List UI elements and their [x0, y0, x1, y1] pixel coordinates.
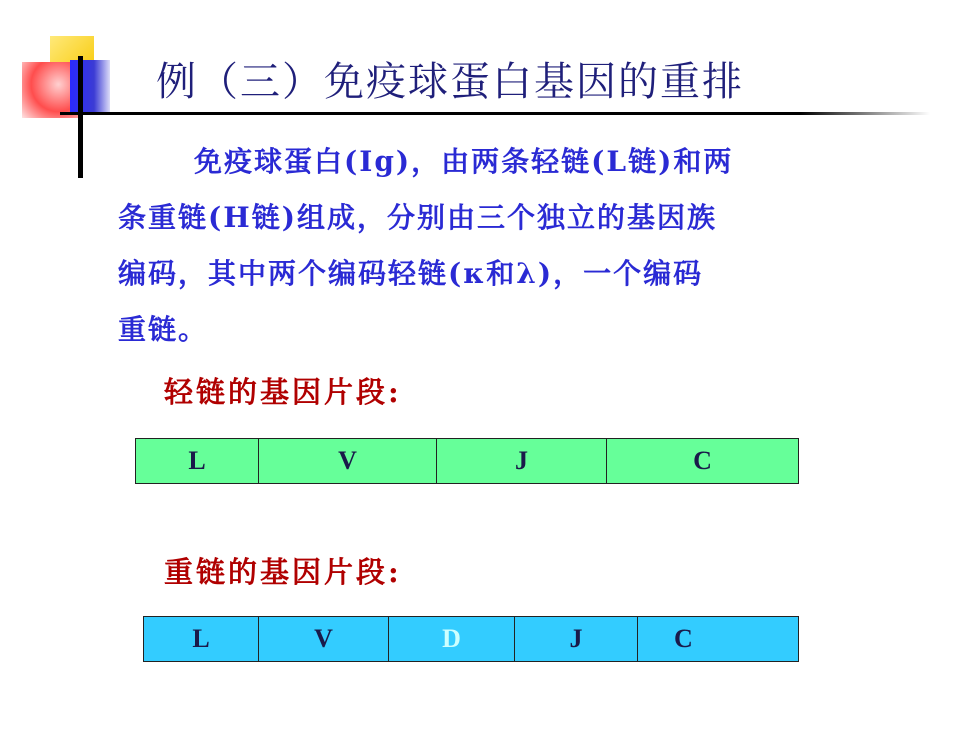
- heavy-chain-label: 重链的基因片段:: [164, 555, 402, 589]
- heavy-segment-D: D: [389, 617, 515, 661]
- paragraph-line-1: 免疫球蛋白(Ig)，由两条轻链(L链)和两: [194, 145, 734, 178]
- light-segment-J: J: [437, 439, 607, 483]
- light-segment-L: L: [136, 439, 259, 483]
- heavy-chain-gene-bar: [143, 616, 799, 662]
- heavy-segment-V: V: [259, 617, 389, 661]
- light-segment-V: V: [259, 439, 437, 483]
- light-chain-label: 轻链的基因片段:: [164, 375, 402, 409]
- logo-blue-square: [70, 60, 110, 114]
- heavy-segment-J: J: [515, 617, 638, 661]
- title-underline-fade: [800, 112, 930, 115]
- body-paragraph: [118, 134, 878, 358]
- paragraph-line-2: 条重链(H链)组成，分别由三个独立的基因族: [118, 201, 717, 234]
- paragraph-line-4: 重链。: [118, 313, 209, 346]
- paragraph-line-3: 编码，其中两个编码轻链(κ和λ)，一个编码: [118, 257, 704, 290]
- light-chain-gene-bar: [135, 438, 799, 484]
- heavy-segment-C: C: [674, 624, 693, 653]
- heavy-segment-L: L: [144, 617, 259, 661]
- decorative-vertical-line: [78, 56, 83, 178]
- slide-title: 例（三）免疫球蛋白基因的重排: [156, 59, 744, 105]
- light-segment-C: C: [693, 446, 712, 475]
